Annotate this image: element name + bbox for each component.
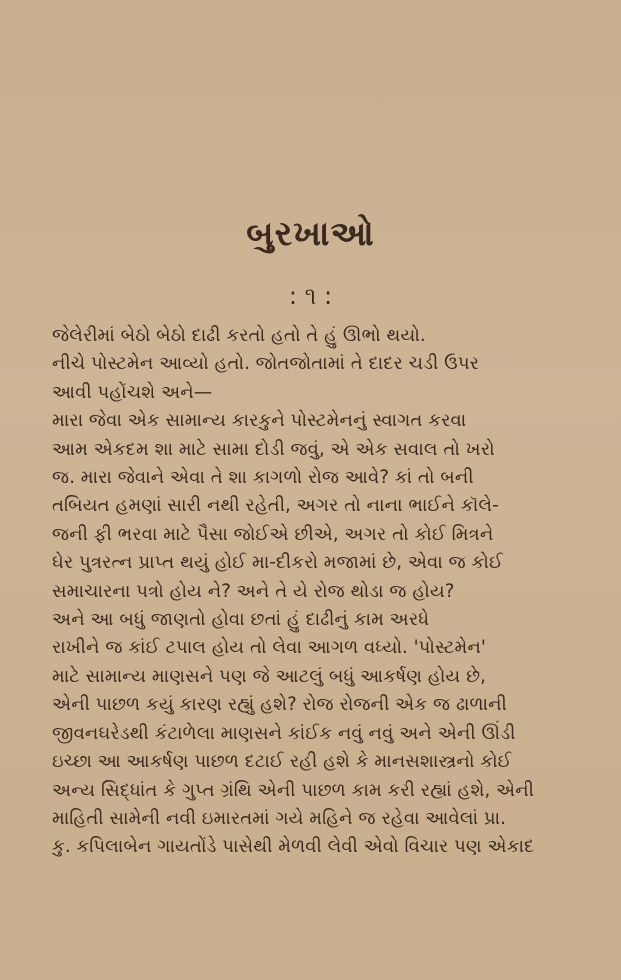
text-line: કુ. કપિલાબેન ગાયતોંડે પાસેથી મેળવી લેવી એવો વિચાર પણ એકાદ bbox=[52, 836, 535, 858]
body-text bbox=[52, 322, 587, 862]
chapter-title: બુરખાઓ bbox=[246, 214, 375, 254]
section-number: : ૧ : bbox=[288, 282, 333, 310]
text-line: અન્ય સિદ્ધાંત કે ગુપ્ત ગ્રંથિ એની પાછળ કામ કરી રહ્યાં હશે, એની bbox=[52, 779, 534, 801]
text-line: ઘેર પુત્રરત્ન પ્રાપ્ત થયું હોઈ મા-દીકરો મજામાં છે, એવા જ કોઈ bbox=[52, 552, 503, 574]
text-line: માટે સામાન્ય માણસને પણ જે આટલું બધું આકર્ષણ હોય છે, bbox=[52, 665, 486, 687]
text-line: માહિતી સામેની નવી ઇમારતમાં ગયે મહિને જ રહેવા આવેલાં પ્રા. bbox=[52, 807, 506, 829]
text-line: એની પાછળ કયું કારણ રહ્યું હશે? રોજ રોજની એક જ ઢાળાની bbox=[52, 694, 507, 716]
text-line: અને આ બધું જાણતો હોવા છતાં હું દાઢીનું કામ અરધે bbox=[52, 609, 430, 631]
paragraph-2 bbox=[52, 407, 587, 606]
text-line: ઇચ્છા આ આકર્ષણ પાછળ દટાઈ રહી હશે કે માનસશાસ્ત્રનો કોઈ bbox=[52, 751, 512, 773]
text-line: આમ એકદમ શા માટે સામા દોડી જવું, એ એક સવાલ તો ખરો bbox=[52, 438, 495, 460]
text-line: આવી પહોંચશે અને— bbox=[52, 381, 213, 403]
text-line: સમાચારના પત્રો હોય ને? અને તે યે રોજ થોડા જ હોય? bbox=[52, 580, 455, 602]
text-line: નીચે પોસ્ટમેન આવ્યો હતો. જોતજોતામાં તે દાદર ચડી ઉપર bbox=[52, 353, 480, 375]
paragraph-3 bbox=[52, 606, 587, 862]
text-line: જની ફી ભરવા માટે પૈસા જોઈએ છીએ, અગર તો કોઈ મિત્રને bbox=[52, 523, 494, 545]
text-line: જીવનઘરેડથી કંટાળેલા માણસને કાંઈક નવું નવું અને એની ઊંડી bbox=[52, 722, 516, 744]
text-line: જેલેરીમાં બેઠો બેઠો દાઢી કરતો હતો તે હું ઊભો થયો. bbox=[52, 325, 426, 346]
text-line: તબિયત હમણાં સારી નથી રહેતી, અગર તો નાના ભાઈને કૉલે- bbox=[52, 495, 499, 517]
text-line: રાખીને જ કાંઈ ટપાલ હોય તો લેવા આગળ વધ્યો. 'પોસ્ટમેન' bbox=[52, 637, 486, 659]
text-line: જ. મારા જેવાને એવા તે શા કાગળો રોજ આવે? કાં તો બની bbox=[52, 467, 474, 489]
text-line: મારા જેવા એક સામાન્ય કારકુને પોસ્ટમેનનું સ્વાગત કરવા bbox=[52, 410, 467, 432]
paragraph-1 bbox=[52, 322, 587, 407]
